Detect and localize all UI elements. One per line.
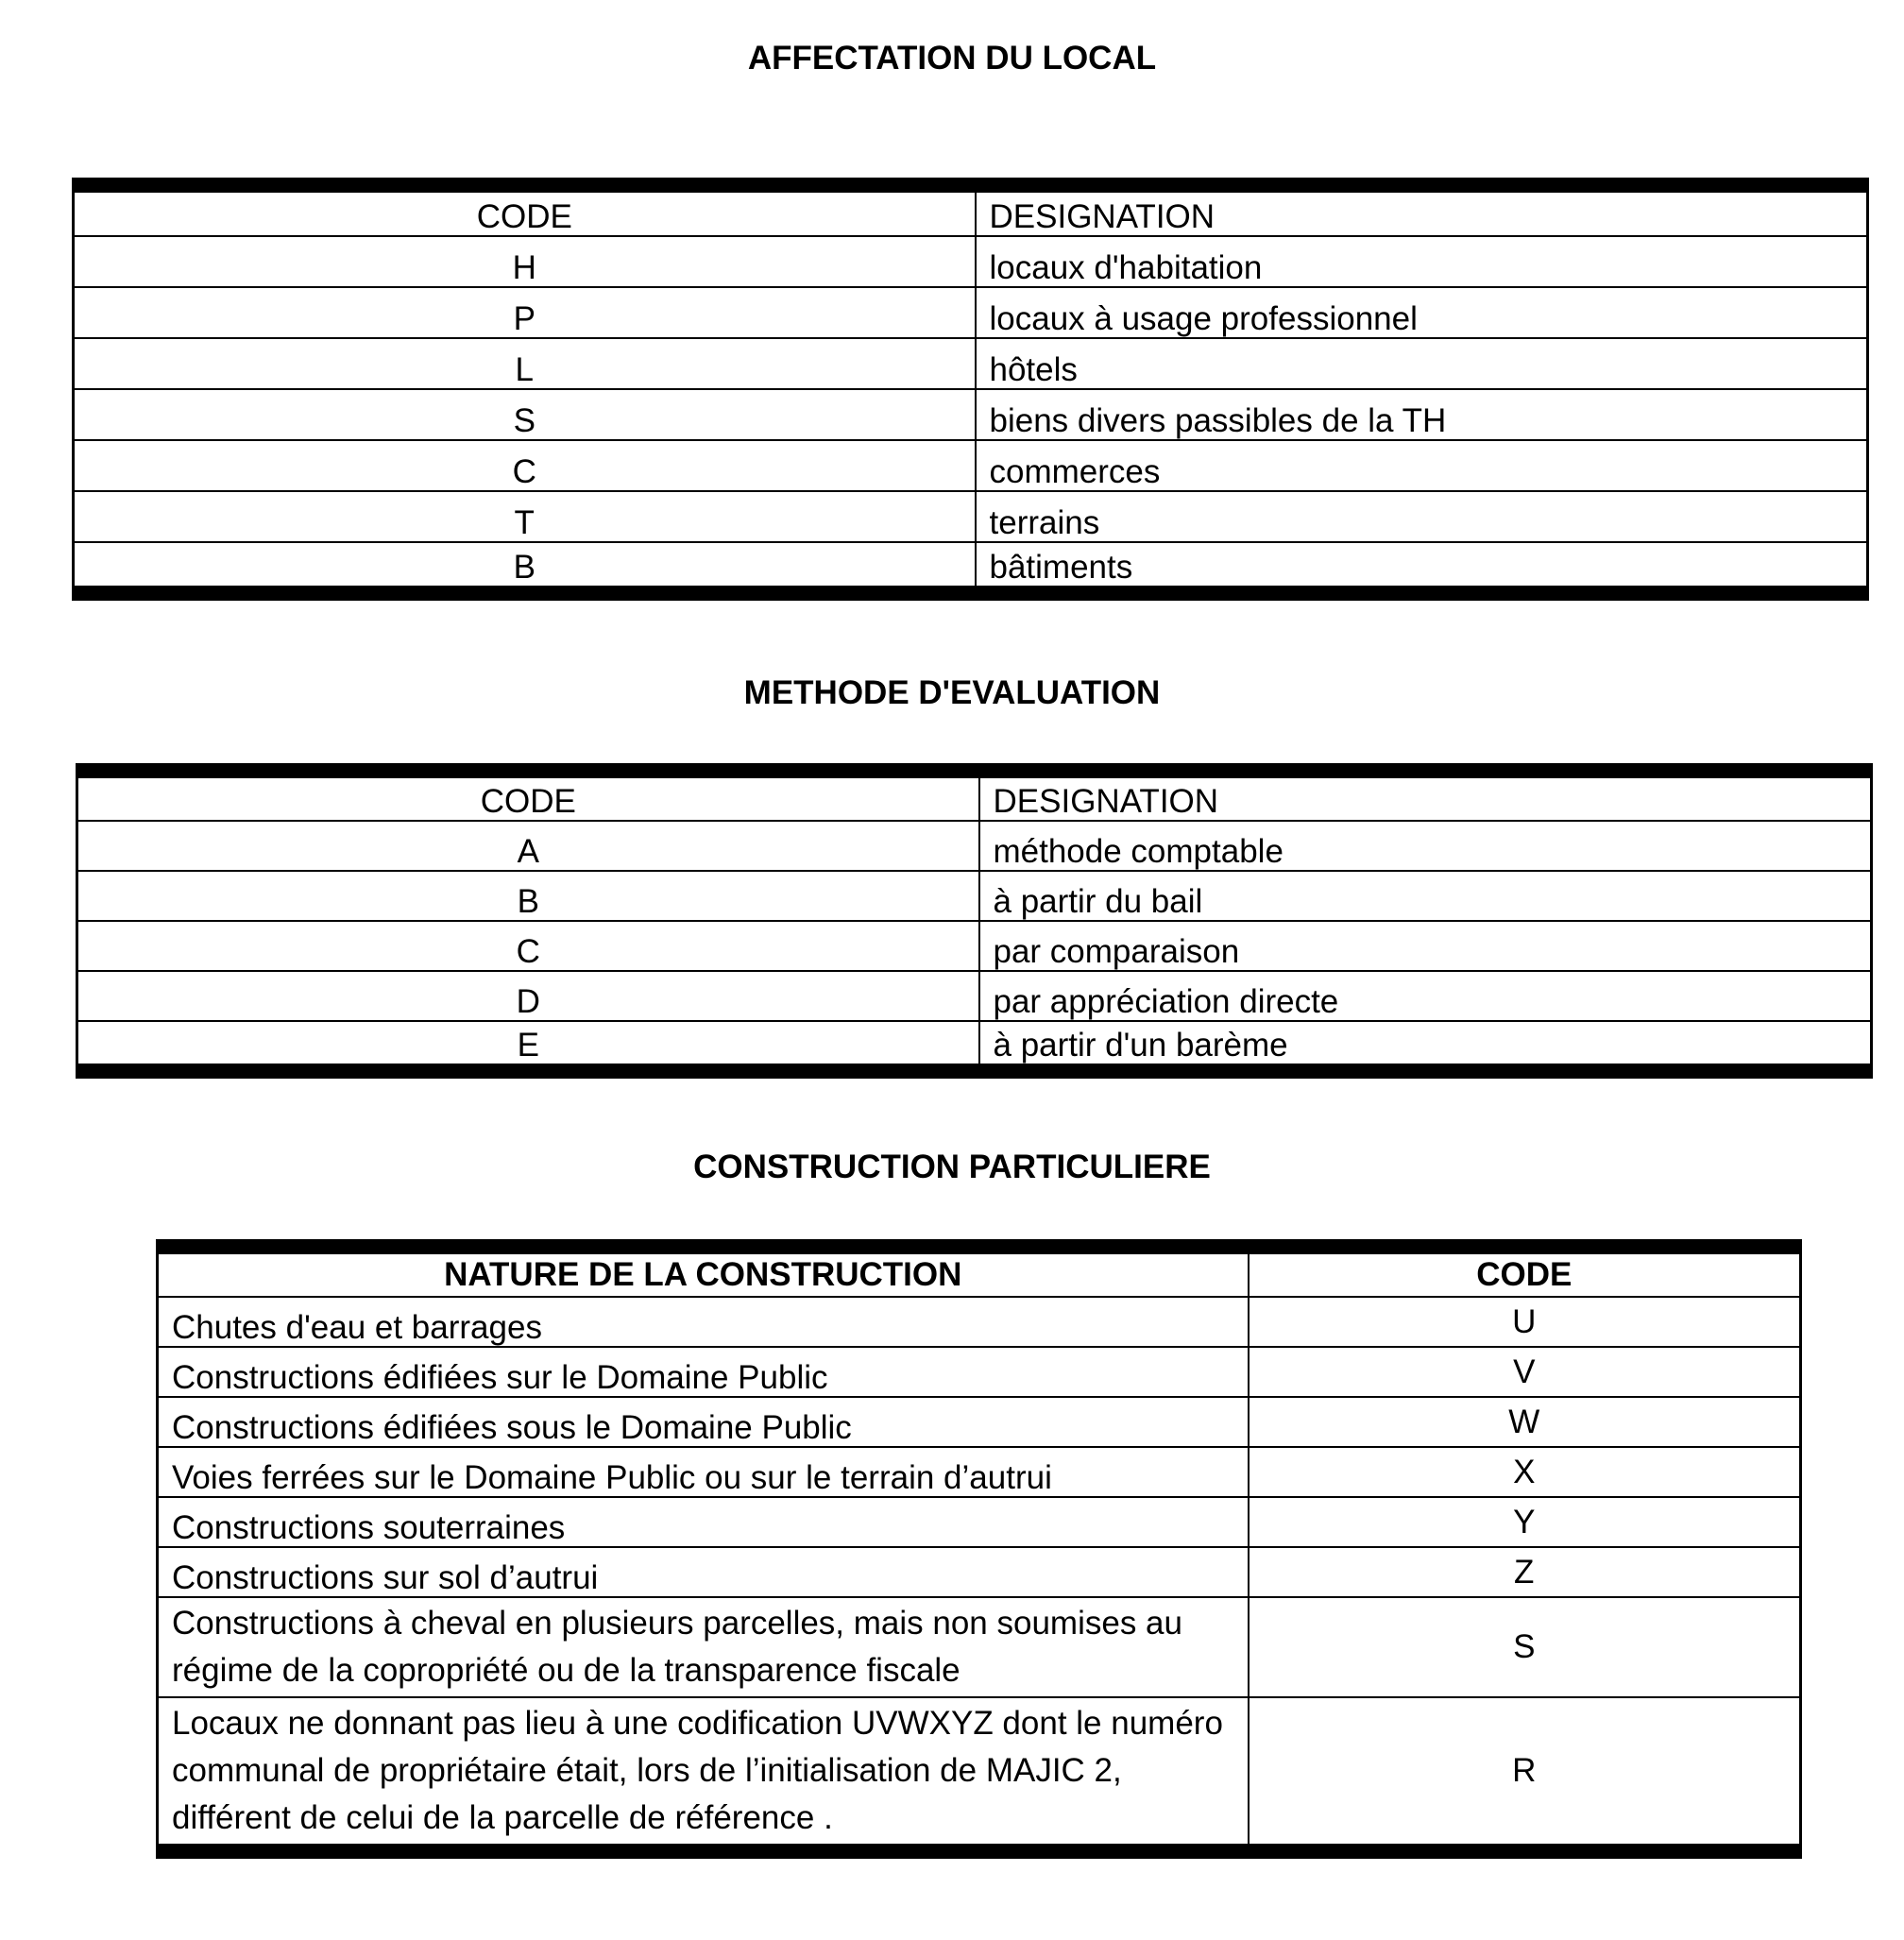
code-cell: C	[74, 440, 976, 491]
nature-cell: Voies ferrées sur le Domaine Public ou sur le terrain d’autrui	[158, 1447, 1249, 1497]
nature-cell: Locaux ne donnant pas lieu à une codification UVWXYZ dont le numéro communal de propriétaire était, lors de l’initialisation de MAJIC 2, différent de celui de la parcelle de référence .	[158, 1697, 1249, 1851]
table-row	[74, 287, 1868, 338]
designation-cell: hôtels	[976, 338, 1868, 389]
nature-cell: Constructions édifiées sous le Domaine Public	[158, 1397, 1249, 1447]
code-cell: P	[74, 287, 976, 338]
column-header-nature: NATURE DE LA CONSTRUCTION	[158, 1247, 1249, 1297]
affectation-title: AFFECTATION DU LOCAL	[747, 40, 1157, 77]
table-row	[74, 491, 1868, 542]
code-cell: X	[1249, 1447, 1801, 1497]
designation-cell: méthode comptable	[979, 821, 1872, 871]
code-cell: B	[74, 542, 976, 593]
designation-cell: locaux à usage professionnel	[976, 287, 1868, 338]
table-row	[158, 1347, 1801, 1397]
code-cell: U	[1249, 1297, 1801, 1347]
affectation-table	[72, 178, 1869, 601]
designation-cell: locaux d'habitation	[976, 236, 1868, 287]
table-row	[158, 1497, 1801, 1547]
table-row	[158, 1697, 1801, 1851]
table-row	[77, 921, 1872, 971]
designation-cell: bâtiments	[976, 542, 1868, 593]
code-cell: E	[77, 1021, 979, 1071]
column-header-code: CODE	[74, 185, 976, 236]
designation-cell: terrains	[976, 491, 1868, 542]
nature-cell: Constructions à cheval en plusieurs parcelles, mais non soumises au régime de la copropriété ou de la transparence fiscale	[158, 1597, 1249, 1697]
code-cell: T	[74, 491, 976, 542]
column-header-designation: DESIGNATION	[979, 771, 1872, 821]
code-cell: D	[77, 971, 979, 1021]
code-cell: W	[1249, 1397, 1801, 1447]
designation-cell: à partir du bail	[979, 871, 1872, 921]
code-cell: Z	[1249, 1547, 1801, 1597]
column-header-designation: DESIGNATION	[976, 185, 1868, 236]
table-row	[74, 542, 1868, 593]
table-row	[74, 236, 1868, 287]
designation-cell: par comparaison	[979, 921, 1872, 971]
construction-table	[156, 1239, 1802, 1859]
table-row	[158, 1447, 1801, 1497]
nature-cell: Constructions sur sol d’autrui	[158, 1547, 1249, 1597]
methode-title: METHODE D'EVALUATION	[743, 674, 1161, 711]
code-cell: C	[77, 921, 979, 971]
table-header-row	[158, 1247, 1801, 1297]
code-cell: Y	[1249, 1497, 1801, 1547]
table-header-row	[74, 185, 1868, 236]
code-cell: R	[1249, 1697, 1801, 1851]
code-cell: V	[1249, 1347, 1801, 1397]
table-row	[158, 1547, 1801, 1597]
code-cell: S	[1249, 1597, 1801, 1697]
table-header-row	[77, 771, 1872, 821]
column-header-code: CODE	[1249, 1247, 1801, 1297]
table-row	[158, 1397, 1801, 1447]
table-row	[74, 389, 1868, 440]
table-row	[77, 821, 1872, 871]
code-cell: B	[77, 871, 979, 921]
designation-cell: à partir d'un barème	[979, 1021, 1872, 1071]
designation-cell: biens divers passibles de la TH	[976, 389, 1868, 440]
code-cell: S	[74, 389, 976, 440]
construction-title: CONSTRUCTION PARTICULIERE	[693, 1149, 1211, 1185]
code-cell: A	[77, 821, 979, 871]
table-row	[77, 871, 1872, 921]
table-row	[158, 1297, 1801, 1347]
designation-cell: commerces	[976, 440, 1868, 491]
table-row	[158, 1597, 1801, 1697]
methode-table	[76, 763, 1873, 1079]
designation-cell: par appréciation directe	[979, 971, 1872, 1021]
nature-cell: Constructions souterraines	[158, 1497, 1249, 1547]
nature-cell: Constructions édifiées sur le Domaine Public	[158, 1347, 1249, 1397]
column-header-code: CODE	[77, 771, 979, 821]
nature-cell: Chutes d'eau et barrages	[158, 1297, 1249, 1347]
table-row	[77, 971, 1872, 1021]
code-cell: L	[74, 338, 976, 389]
table-row	[77, 1021, 1872, 1071]
code-cell: H	[74, 236, 976, 287]
table-row	[74, 338, 1868, 389]
table-row	[74, 440, 1868, 491]
